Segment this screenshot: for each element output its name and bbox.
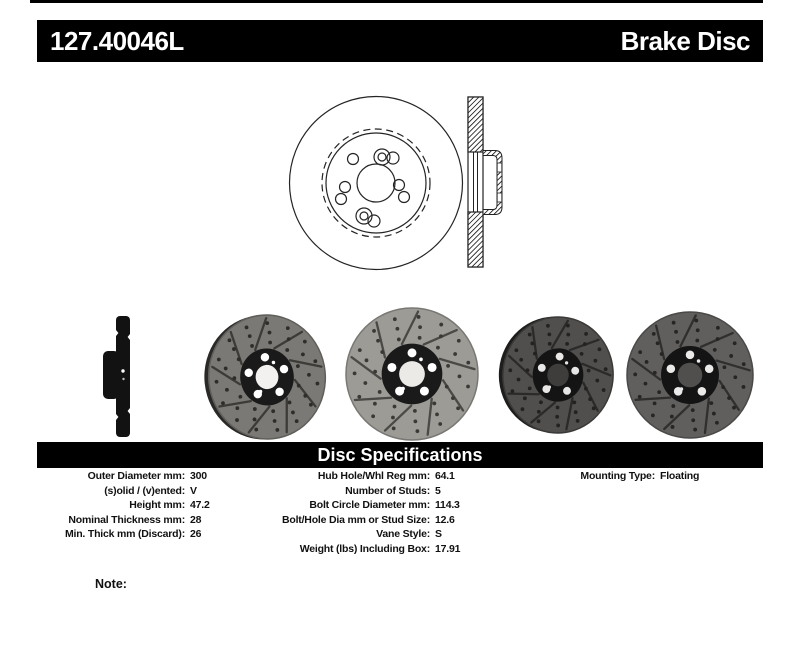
product-photo-side-profile (103, 316, 130, 437)
spec-row (40, 469, 290, 484)
spec-value: V (190, 484, 197, 497)
spec-label: Weight (lbs) Including Box: (299, 542, 430, 555)
spec-row (40, 527, 290, 542)
product-photo-front-light (346, 308, 478, 440)
part-number: 127.40046L (50, 25, 184, 56)
spec-value: 114.3 (435, 499, 460, 512)
spec-value: 300 (190, 470, 207, 482)
note-label: Note: (95, 577, 127, 591)
front-view-diagram (290, 97, 463, 270)
spec-value: S (435, 528, 442, 541)
spec-label: Bolt/Hole Dia mm or Stud Size: (281, 513, 430, 526)
spec-row (280, 498, 545, 513)
spec-value: 12.6 (435, 513, 455, 526)
disc-specifications-banner (37, 442, 763, 468)
spec-value: 28 (190, 513, 202, 526)
spec-value: 5 (435, 484, 441, 497)
spec-row (40, 498, 290, 513)
spec-label: Outer Diameter mm: (87, 470, 185, 482)
product-photo-angled-dark (494, 312, 618, 438)
spec-value: 64.1 (435, 470, 455, 482)
spec-row (280, 542, 545, 557)
page-title: Brake Disc (620, 25, 750, 56)
spec-label: Bolt Circle Diameter mm: (309, 499, 430, 512)
spec-row (280, 527, 545, 542)
spec-row (280, 469, 545, 484)
spec-value: 17.91 (435, 542, 461, 555)
spec-column-right (545, 469, 775, 484)
product-photo-front-dark (627, 312, 753, 438)
spec-value: 47.2 (190, 499, 210, 512)
spec-value: 26 (190, 528, 202, 541)
spec-label: Nominal Thickness mm: (68, 513, 185, 526)
spec-row (40, 513, 290, 528)
spec-label: Min. Thick mm (Discard): (64, 528, 185, 541)
spec-label: Mounting Type: (580, 470, 655, 482)
spec-column-middle (280, 469, 545, 557)
spec-label: Vane Style: (376, 528, 430, 541)
spec-row (280, 484, 545, 499)
banner-title: Disc Specifications (317, 444, 483, 465)
product-photo-angled-light (198, 309, 331, 445)
spec-label: Number of Studs: (345, 484, 430, 497)
spec-label: Hub Hole/Whl Reg mm: (317, 470, 430, 482)
spec-label: Height mm: (129, 499, 185, 512)
spec-column-left (40, 469, 290, 542)
spec-label: (s)olid / (v)ented: (104, 484, 185, 497)
spec-value: Floating (660, 470, 700, 482)
spec-row (545, 469, 775, 484)
cross-section-diagram (468, 97, 502, 267)
spec-row (280, 513, 545, 528)
spec-row (40, 484, 290, 499)
